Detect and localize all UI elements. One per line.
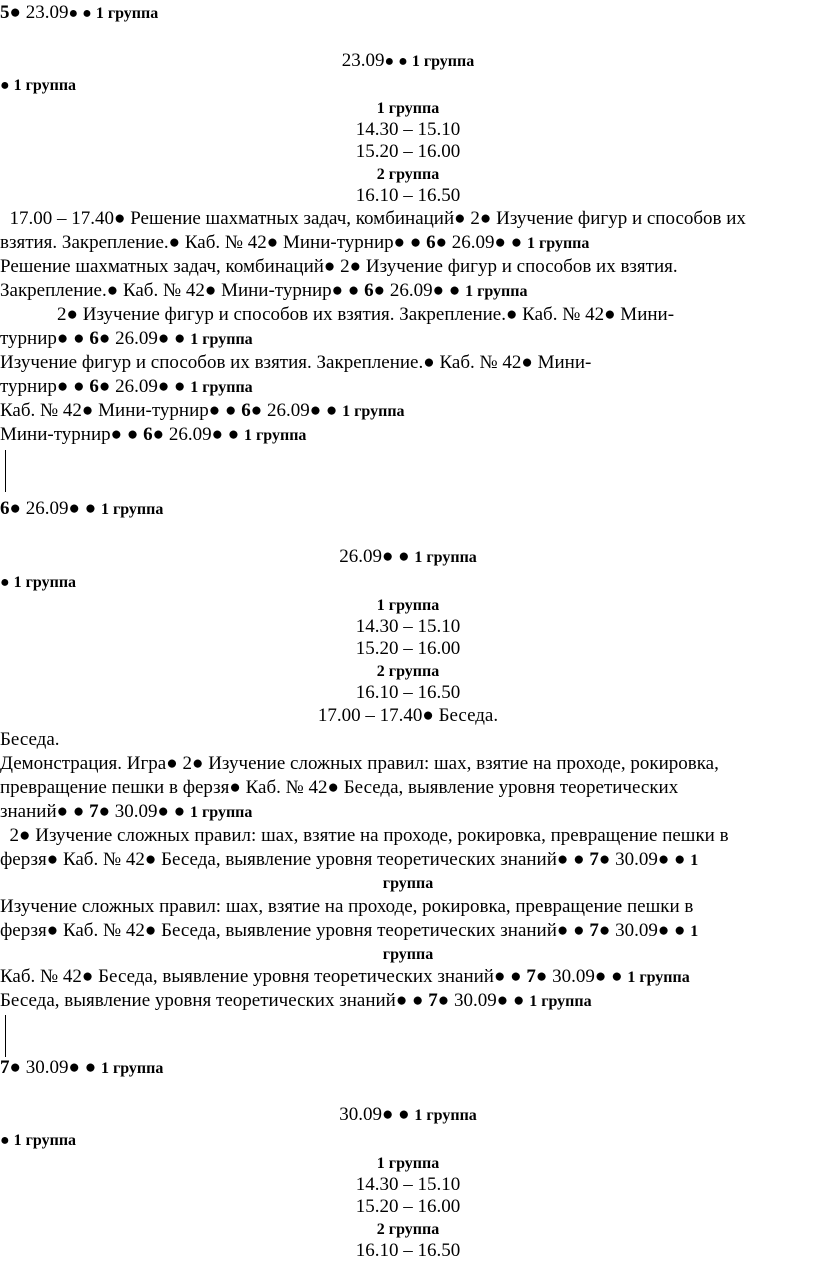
text-run: 6●	[143, 424, 169, 445]
doc-line	[0, 825, 816, 847]
text-run: 15.20 – 16.00	[355, 1196, 461, 1217]
doc-line	[0, 616, 816, 638]
text-run: взятия. Закрепление.● Каб. № 42● Мини-турнир● ●	[0, 232, 427, 253]
text-run: турнир● ●	[0, 328, 90, 349]
text-run: 23.09	[341, 50, 385, 71]
text-run: 16.10 – 16.50	[355, 1240, 461, 1261]
text-run: 1 группа	[376, 597, 440, 614]
doc-line	[0, 920, 816, 942]
text-run: 23.09	[25, 2, 69, 23]
text-run: 30.09● ●	[615, 920, 691, 941]
text-run: 1 группа	[627, 969, 690, 986]
text-run: 1 группа	[376, 1155, 440, 1172]
text-run: 1 группа	[100, 1060, 164, 1077]
text-run: 16.10 – 16.50	[355, 185, 461, 206]
text-run: 7●	[589, 849, 616, 870]
doc-line	[0, 1174, 816, 1196]
doc-line	[0, 801, 816, 823]
doc-line	[0, 849, 816, 871]
doc-line	[0, 141, 816, 163]
text-run: 1 группа	[100, 501, 164, 518]
text-run: 1	[690, 852, 699, 869]
text-run: 1 группа	[527, 235, 590, 252]
text-run: 1 группа	[465, 283, 528, 300]
text-run: Решение шахматных задач, комбинаций● 2● Изучение фигур и способов их взятия.	[0, 256, 678, 277]
doc-line	[0, 498, 816, 520]
text-run: 5●	[0, 2, 26, 23]
text-run: 1 группа	[244, 427, 307, 444]
doc-line	[0, 50, 816, 72]
text-run: 6●	[0, 498, 26, 519]
text-run: ● 1 группа	[0, 574, 77, 591]
text-run: ● 1 группа	[0, 1132, 77, 1149]
doc-line	[0, 304, 816, 326]
text-run: 15.20 – 16.00	[355, 141, 461, 162]
text-run: 2● Изучение фигур и способов их взятия. Закрепление.● Каб. № 42● Мини-	[0, 304, 675, 325]
text-run: 2 группа	[376, 166, 440, 183]
text-run: 1 группа	[342, 403, 405, 420]
doc-line	[0, 777, 816, 799]
text-run: 30.09● ●	[25, 1057, 101, 1078]
text-run: 26.09● ●	[115, 376, 191, 397]
doc-line	[0, 352, 816, 374]
text-run: 6●	[241, 400, 267, 421]
text-run: 2 группа	[376, 663, 440, 680]
text-run: 1 группа	[414, 1107, 477, 1124]
doc-line	[0, 1240, 816, 1262]
text-run: 1 группа	[190, 379, 253, 396]
doc-line	[0, 280, 816, 302]
text-run: 30.09● ●	[552, 966, 628, 987]
text-run: 26.09● ●	[115, 328, 191, 349]
text-run: 15.20 – 16.00	[355, 638, 461, 659]
text-run: 7●	[428, 990, 455, 1011]
doc-line	[0, 571, 816, 593]
doc-line	[0, 1218, 816, 1240]
doc-line	[0, 400, 816, 422]
text-run: ● ● 1 группа	[68, 5, 159, 22]
text-run: 30.09● ●	[615, 849, 691, 870]
text-run: Беседа.	[0, 729, 60, 750]
text-run: 26.09● ●	[266, 400, 343, 421]
text-run: 1 группа	[529, 993, 592, 1010]
text-run: группа	[382, 875, 434, 892]
doc-line	[0, 753, 816, 775]
doc-line	[0, 1129, 816, 1151]
text-run: 30.09● ●	[454, 990, 530, 1011]
text-run: ферзя● Каб. № 42● Беседа, выявление уровня теоретических знаний● ●	[0, 849, 590, 870]
text-run: Мини-турнир● ●	[0, 424, 144, 445]
text-run: 6●	[89, 376, 116, 397]
text-run: 26.09● ●	[339, 546, 415, 567]
text-run: 14.30 – 15.10	[355, 1174, 461, 1195]
text-run: Закрепление.● Каб. № 42● Мини-турнир● ●	[0, 280, 365, 301]
doc-line	[0, 966, 816, 988]
text-run: знаний● ●	[0, 801, 90, 822]
doc-line	[0, 232, 816, 254]
text-run: Каб. № 42● Мини-турнир● ●	[0, 400, 242, 421]
cursor-bar	[5, 450, 6, 492]
text-run: ● ● 1 группа	[384, 53, 475, 70]
text-run: Беседа, выявление уровня теоретических знаний● ●	[0, 990, 429, 1011]
text-run: группа	[382, 946, 434, 963]
text-run: 26.09● ●	[25, 498, 101, 519]
text-run: Каб. № 42● Беседа, выявление уровня теоретических знаний● ●	[0, 966, 527, 987]
doc-line	[0, 119, 816, 141]
text-run: 2 группа	[376, 1221, 440, 1238]
text-run: турнир● ●	[0, 376, 90, 397]
text-run: 17.00 – 17.40● Решение шахматных задач, комбинаций● 2● Изучение фигур и способов их	[0, 208, 746, 229]
text-run: Изучение сложных правил: шах, взятие на проходе, рокировка, превращение пешки в	[0, 896, 694, 917]
doc-line	[0, 729, 816, 751]
doc-line	[0, 594, 816, 616]
text-run: 1 группа	[376, 100, 440, 117]
doc-line	[0, 256, 816, 278]
doc-line	[0, 638, 816, 660]
doc-line	[0, 1196, 816, 1218]
doc-line	[0, 943, 816, 965]
doc-line	[0, 990, 816, 1012]
text-run: 7●	[589, 920, 616, 941]
text-run: 7●	[89, 801, 115, 822]
doc-line	[0, 1152, 816, 1174]
text-run: 6●	[426, 232, 452, 253]
text-run: 17.00 – 17.40● Беседа.	[317, 705, 499, 726]
text-run: 1 группа	[190, 804, 253, 821]
text-run: 6●	[364, 280, 390, 301]
text-run: 1 группа	[414, 549, 477, 566]
text-run: 30.09● ●	[114, 801, 190, 822]
doc-line	[0, 872, 816, 894]
text-run: 1	[690, 923, 699, 940]
text-run: 7●	[0, 1057, 26, 1078]
doc-line	[0, 163, 816, 185]
doc-line	[0, 376, 816, 398]
text-run: ферзя● Каб. № 42● Беседа, выявление уровня теоретических знаний● ●	[0, 920, 590, 941]
cursor-bar	[5, 1015, 6, 1057]
text-run: Демонстрация. Игра● 2● Изучение сложных правил: шах, взятие на проходе, рокировка,	[0, 753, 719, 774]
text-run: 16.10 – 16.50	[355, 682, 461, 703]
doc-line	[0, 97, 816, 119]
text-run: 30.09● ●	[339, 1104, 415, 1125]
doc-line	[0, 208, 816, 230]
text-run: ● 1 группа	[0, 77, 77, 94]
doc-line	[0, 682, 816, 704]
doc-line	[0, 2, 816, 24]
doc-line	[0, 1104, 816, 1126]
doc-line	[0, 660, 816, 682]
text-run: 6●	[89, 328, 116, 349]
text-run: 1 группа	[190, 331, 253, 348]
text-run: превращение пешки в ферзя● Каб. № 42● Беседа, выявление уровня теоретических	[0, 777, 679, 798]
doc-line	[0, 705, 816, 727]
text-run: 14.30 – 15.10	[355, 616, 461, 637]
doc-line	[0, 424, 816, 446]
text-run: Изучение фигур и способов их взятия. Закрепление.● Каб. № 42● Мини-	[0, 352, 592, 373]
doc-line	[0, 546, 816, 568]
doc-line	[0, 185, 816, 207]
text-run: 7●	[526, 966, 553, 987]
doc-line	[0, 896, 816, 918]
text-run: 26.09● ●	[389, 280, 466, 301]
doc-line	[0, 74, 816, 96]
text-run: 26.09● ●	[168, 424, 245, 445]
doc-line	[0, 1057, 816, 1079]
text-run: 26.09● ●	[451, 232, 527, 253]
text-run: 14.30 – 15.10	[355, 119, 461, 140]
text-run: 2● Изучение сложных правил: шах, взятие на проходе, рокировка, превращение пешки в	[0, 825, 729, 846]
doc-line	[0, 328, 816, 350]
